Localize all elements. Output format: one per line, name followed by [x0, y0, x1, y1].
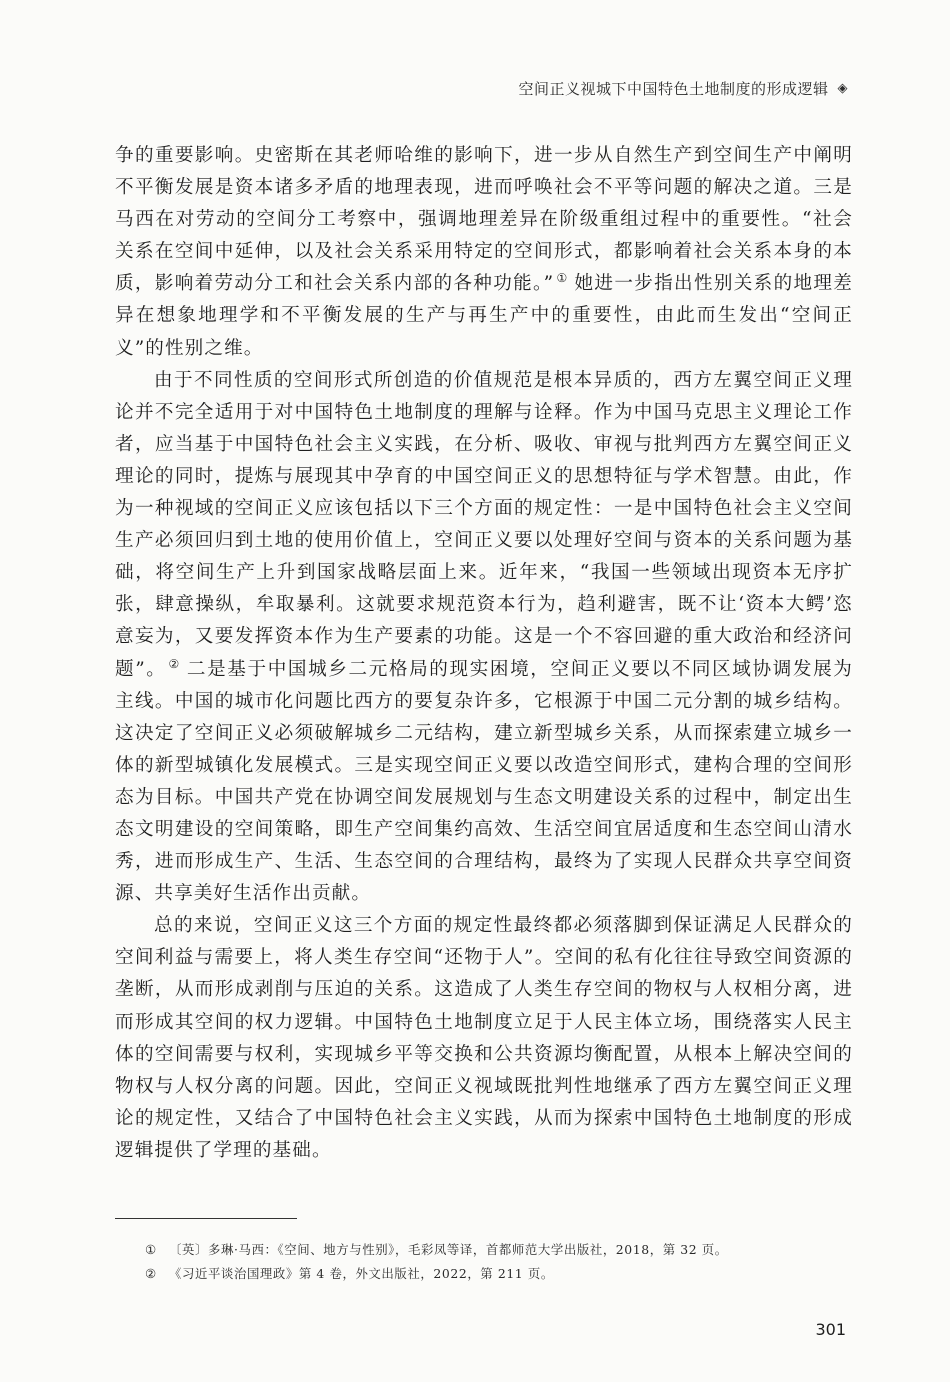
running-title: 空间正义视城下中国特色土地制度的形成逻辑: [518, 80, 829, 98]
footnotes: [145, 1238, 845, 1286]
paragraph-1: [115, 140, 853, 365]
paragraph-2-text-after: 二是基于中国城乡二元格局的现实困境，空间正义要以不同区域协调发展为主线。中国的城市化问题比西方的要复杂许多，它根源于中国二元分割的城乡结构。这决定了空间正义必须破解城乡二元结构，建立新型城乡关系，从而探索建立城乡一体的新型城镇化发展模式。三是实现空间正义要以改造空间形式，建构合理的空间形态为目标。中国共产党在协调空间发展规划与生态文明建设关系的过程中，制定出生态文明建设的空间策略，即生产空间集约高效、生活空间宜居适度和生态空间山清水秀，进而形成生产、生活、生态空间的合理结构，最终为了实现人民群众共享空间资源、共享美好生活作出贡献。: [115, 658, 853, 905]
paragraph-2-text: 由于不同性质的空间形式所创造的价值规范是根本异质的，西方左翼空间正义理论并不完全适用于对中国特色土地制度的理解与诠释。作为中国马克思主义理论工作者，应当基于中国特色社会主义实践，在分析、吸收、审视与批判西方左翼空间正义理论的同时，提炼与展现其中孕育的中国空间正义的思想特征与学术智慧。由此，作为一种视域的空间正义应该包括以下三个方面的规定性：一是中国特色社会主义空间生产必须回归到土地的使用价值上，空间正义要以处理好空间与资本的关系问题为基础，将空间生产上升到国家战略层面上来。近年来，“我国一些领域出现资本无序扩张，肆意操纵，牟取暴利。这就要求规范资本行为，趋利避害，既不让‘资本大鳄’恣意妄为，又要发挥资本作为生产要素的功能。这是一个不容回避的重大政治和经济问题”。: [115, 369, 853, 680]
footnote-2: [145, 1262, 845, 1286]
footnote-ref-2[interactable]: ②: [168, 656, 181, 671]
running-header: [518, 78, 848, 99]
footnote-2-text: 《习近平谈治国理政》第 4 卷，外文出版社，2022，第 211 页。: [169, 1266, 554, 1281]
diamond-ornament-icon: ◈: [837, 81, 848, 96]
paragraph-1-text-after: 她进一步指出性别关系的地理差异在想象地理学和不平衡发展的生产与再生产中的重要性，由此而生发出“空间正义”的性别之维。: [115, 273, 854, 359]
footnote-1: [145, 1238, 845, 1262]
footnote-2-mark: ②: [145, 1266, 157, 1281]
paragraph-1-text: 争的重要影响。史密斯在其老师哈维的影响下，进一步从自然生产到空间生产中阐明不平衡发展是资本诸多矛盾的地理表现，进而呼唤社会不平等问题的解决之道。三是马西在对劳动的空间分工考察中，强调地理差异在阶级重组过程中的重要性。“社会关系在空间中延伸，以及社会关系采用特定的空间形式，都影响着社会关系本身的本质，影响着劳动分工和社会关系内部的各种功能。”: [115, 145, 853, 295]
footnote-ref-1[interactable]: ①: [556, 271, 569, 286]
paragraph-3: [115, 910, 853, 1167]
paragraph-3-text: 总的来说，空间正义这三个方面的规定性最终都必须落脚到保证满足人民群众的空间利益与需要上，将人类生存空间“还物于人”。空间的私有化往往导致空间资源的垄断，从而形成剥削与压迫的关系。这造成了人类生存空间的物权与人权相分离，进而形成其空间的权力逻辑。中国特色土地制度立足于人民主体立场，围绕落实人民主体的空间需要与权利，实现城乡平等交换和公共资源均衡配置，从根本上解决空间的物权与人权分离的问题。因此，空间正义视域既批判性地继承了西方左翼空间正义理论的规定性，又结合了中国特色社会主义实践，从而为探索中国特色土地制度的形成逻辑提供了学理的基础。: [115, 915, 853, 1161]
footnote-divider: [115, 1218, 297, 1219]
paragraph-2: [115, 365, 853, 911]
footnote-1-text: 〔英〕多琳·马西：《空间、地方与性别》，毛彩凤等译，首都师范大学出版社，2018，第 32 页。: [169, 1242, 728, 1257]
page-number: 301: [815, 1320, 846, 1339]
body-text: [115, 140, 853, 1167]
footnote-1-mark: ①: [145, 1242, 157, 1257]
